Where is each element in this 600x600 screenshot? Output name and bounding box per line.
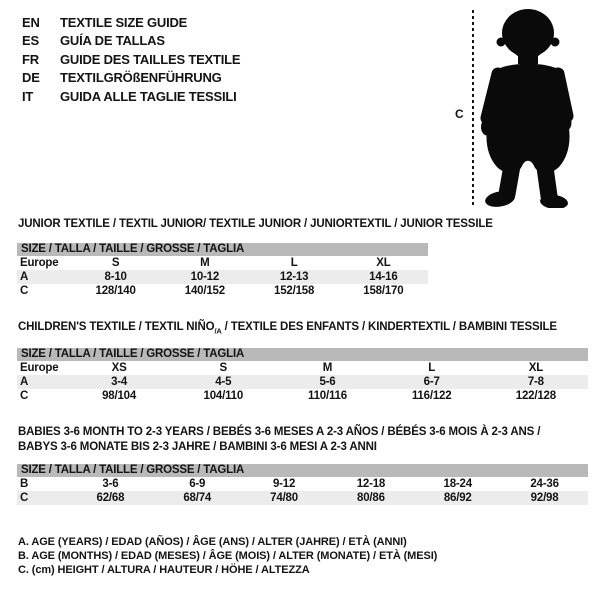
table-cell: 128/140: [95, 285, 136, 297]
height-dashed-line: [472, 10, 474, 208]
row-label: A: [17, 270, 71, 284]
table-cell: 8-10: [71, 270, 160, 284]
table-cell: 74/80: [241, 491, 328, 505]
junior-table: [17, 243, 428, 298]
table-cell: 7-8: [484, 375, 588, 389]
language-label: GUÍA DE TALLAS: [60, 33, 165, 49]
table-cell: 10-12: [160, 270, 249, 284]
size-header-label: SIZE / TALLA / TAILLE / GRÖSSE / TAGLIA: [17, 348, 588, 361]
table-row: [17, 284, 428, 298]
table-cell: 110/116: [308, 390, 347, 402]
table-cell: 3-6: [102, 478, 119, 490]
table-row: [17, 375, 588, 389]
footnote-b: B. AGE (MONTHS) / EDAD (MESES) / ÂGE (MOIS) / ALTER (MONATE) / ETÀ (MESI): [18, 550, 438, 562]
language-code: ES: [22, 33, 39, 49]
table-cell: XL: [376, 257, 391, 269]
size-header-row: [17, 243, 428, 256]
language-label: TEXTILE SIZE GUIDE: [60, 14, 188, 30]
table-cell: 86/92: [414, 491, 501, 505]
language-label: GUIDA ALLE TAGLIE TESSILI: [60, 88, 237, 104]
table-cell: S: [219, 362, 228, 374]
language-row-fr: [22, 50, 240, 69]
table-cell: 18-24: [443, 478, 472, 490]
language-row-es: [22, 32, 240, 51]
footnotes: [18, 535, 437, 577]
babies-table-title-line1: BABIES 3-6 MONTH TO 2-3 YEARS / BEBÉS 3-6 MESES A 2-3 AÑOS / BÉBÉS 3-6 MOIS À 2-3 ANS /: [18, 426, 541, 438]
table-cell: 4-5: [171, 375, 275, 389]
table-cell: 116/122: [411, 390, 452, 402]
row-label: C: [17, 491, 67, 505]
footnote-a: A. AGE (YEARS) / EDAD (AÑOS) / ÂGE (ANS) / ALTER (JAHRE) / ETÀ (ANNI): [18, 536, 407, 548]
language-code: EN: [22, 14, 40, 30]
table-cell: XL: [528, 362, 544, 374]
table-cell: S: [111, 257, 120, 269]
row-label: A: [17, 375, 67, 389]
table-cell: 98/104: [102, 390, 137, 402]
size-header-row: [17, 464, 588, 477]
row-label: Europe: [20, 257, 59, 269]
language-row-de: [22, 69, 240, 88]
babies-table-title: [18, 425, 593, 455]
children-table-title-subscript: /A: [214, 326, 222, 336]
language-code: FR: [22, 51, 39, 67]
children-table: [17, 348, 588, 403]
row-label: B: [20, 478, 29, 490]
table-row: [17, 491, 588, 505]
children-table-title-text: CHILDREN'S TEXTILE / TEXTIL NIÑO: [18, 321, 215, 333]
table-cell: 62/68: [67, 491, 154, 505]
table-row: [17, 270, 428, 284]
table-cell: 24-36: [530, 478, 559, 490]
table-cell: 14-16: [339, 270, 428, 284]
size-header-label: SIZE / TALLA / TAILLE / GRÖSSE / TAGLIA: [17, 243, 428, 256]
size-header-label: SIZE / TALLA / TAILLE / GRÖSSE / TAGLIA: [17, 464, 588, 477]
language-list: [22, 13, 240, 106]
row-label: Europe: [20, 362, 59, 374]
junior-table-title: [18, 217, 593, 232]
table-cell: 12-13: [250, 270, 339, 284]
size-header-row: [17, 348, 588, 361]
table-row: [17, 477, 588, 491]
children-table-title: [18, 320, 593, 338]
table-cell: 122/128: [515, 390, 556, 402]
table-cell: 5-6: [275, 375, 379, 389]
table-cell: L: [428, 362, 436, 374]
table-cell: 9-12: [272, 478, 296, 490]
table-cell: M: [200, 257, 210, 269]
table-cell: 6-7: [380, 375, 484, 389]
language-code: DE: [22, 70, 40, 86]
table-cell: 80/86: [327, 491, 414, 505]
table-cell: 68/74: [154, 491, 241, 505]
table-cell: 152/158: [274, 285, 315, 297]
table-cell: 158/170: [363, 285, 404, 297]
children-table-title-text: / TEXTILE DES ENFANTS / KINDERTEXTIL / BAMBINI TESSILE: [221, 321, 557, 333]
row-label: C: [20, 390, 29, 402]
table-row: [17, 256, 428, 270]
table-cell: 3-4: [67, 375, 171, 389]
table-row: [17, 361, 588, 375]
height-measure-label: C: [455, 107, 464, 121]
language-label: TEXTILGRÖßENFÜHRUNG: [60, 70, 222, 86]
babies-table-title-line2: BABYS 3-6 MONATE BIS 2-3 JAHRE / BAMBINI 3-6 MESI A 2-3 ANNI: [18, 441, 377, 453]
toddler-silhouette-image: [480, 8, 580, 208]
language-code: IT: [22, 88, 34, 104]
table-cell: M: [322, 362, 333, 374]
table-cell: 6-9: [189, 478, 206, 490]
language-row-it: [22, 87, 240, 106]
table-cell: L: [290, 257, 298, 269]
row-label: C: [20, 285, 29, 297]
language-label: GUIDE DES TAILLES TEXTILE: [60, 51, 241, 67]
table-row: [17, 389, 588, 403]
table-cell: 140/152: [184, 285, 225, 297]
table-cell: XS: [111, 362, 127, 374]
babies-table: [17, 464, 588, 505]
table-cell: 104/110: [203, 390, 244, 402]
junior-table-title-text: JUNIOR TEXTILE / TEXTIL JUNIOR/ TEXTILE JUNIOR / JUNIORTEXTIL / JUNIOR TESSILE: [18, 218, 493, 230]
footnote-c: C. (cm) HEIGHT / ALTURA / HAUTEUR / HÖHE / ALTEZZA: [18, 564, 310, 576]
table-cell: 12-18: [356, 478, 386, 490]
table-cell: 92/98: [501, 491, 588, 505]
language-row-en: [22, 13, 240, 32]
